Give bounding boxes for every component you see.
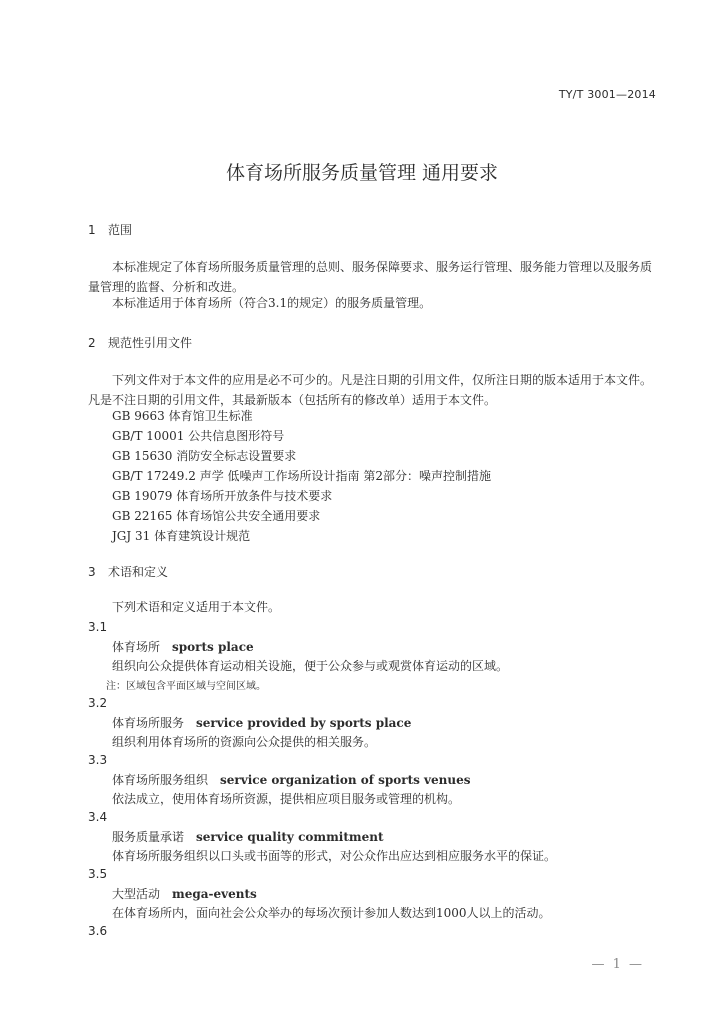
- section-title: 范围: [108, 223, 133, 237]
- term-definition: 组织利用体育场所的资源向公众提供的相关服务。: [112, 735, 377, 749]
- term-number: 3.5: [88, 867, 108, 881]
- term-number: 3.2: [88, 696, 108, 710]
- section-number: 1: [88, 223, 96, 237]
- section-number: 3: [88, 565, 96, 579]
- term-definition: 组织向公众提供体育运动相关设施，便于公众参与或观赏体育运动的区域。: [112, 659, 509, 673]
- term-chinese: 大型活动: [112, 887, 161, 901]
- reference-item: GB/T 17249.2 声学 低噪声工作场所设计指南 第2部分：噪声控制措施: [112, 469, 491, 483]
- section-1-heading: [88, 221, 132, 238]
- term-definition: 依法成立，使用体育场所资源，提供相应项目服务或管理的机构。: [112, 792, 461, 806]
- term-note: 注：区域包含平面区域与空间区域。: [106, 681, 266, 692]
- section-1-paragraph-1: 本标准规定了体育场所服务质量管理的总则、服务保障要求、服务运行管理、服务能力管理以及服务质量管理的监督、分析和改进。: [88, 260, 653, 294]
- section-2-heading: [88, 334, 192, 351]
- section-title: 规范性引用文件: [108, 336, 193, 350]
- reference-item: GB 9663 体育馆卫生标准: [112, 409, 253, 423]
- term-entry: [112, 714, 411, 731]
- reference-item: GB/T 10001 公共信息图形符号: [112, 429, 285, 443]
- reference-item: GB 15630 消防安全标志设置要求: [112, 449, 297, 463]
- section-2-paragraph-1: 下列文件对于本文件的应用是必不可少的。凡是注日期的引用文件，仅所注日期的版本适用于本文件。凡是不注日期的引用文件，其最新版本（包括所有的修改单）适用于本文件。: [88, 373, 653, 407]
- section-title: 术语和定义: [108, 565, 169, 579]
- term-chinese: 服务质量承诺: [112, 830, 185, 844]
- section-3-heading: [88, 563, 168, 580]
- term-english: service organization of sports venues: [220, 773, 471, 787]
- term-english: sports place: [172, 640, 254, 654]
- term-chinese: 体育场所: [112, 640, 161, 654]
- standard-code: TY/T 3001—2014: [558, 88, 656, 101]
- document-title: 体育场所服务质量管理 通用要求: [225, 162, 499, 184]
- term-entry: [112, 828, 384, 845]
- term-definition: 体育场所服务组织以口头或书面等的形式，对公众作出应达到相应服务水平的保证。: [112, 849, 557, 863]
- term-entry: [112, 885, 257, 902]
- section-number: 2: [88, 336, 96, 350]
- term-number: 3.1: [88, 620, 108, 634]
- term-chinese: 体育场所服务: [112, 716, 185, 730]
- term-number: 3.4: [88, 810, 108, 824]
- section-1-paragraph-2: 本标准适用于体育场所（符合3.1的规定）的服务质量管理。: [112, 296, 432, 310]
- term-english: service provided by sports place: [196, 716, 412, 730]
- reference-item: JGJ 31 体育建筑设计规范: [112, 529, 251, 543]
- term-chinese: 体育场所服务组织: [112, 773, 209, 787]
- reference-item: GB 22165 体育场馆公共安全通用要求: [112, 509, 321, 523]
- term-english: mega-events: [172, 887, 257, 901]
- reference-item: GB 19079 体育场所开放条件与技术要求: [112, 489, 333, 503]
- term-number: 3.3: [88, 753, 108, 767]
- section-3-intro: 下列术语和定义适用于本文件。: [112, 600, 281, 614]
- term-entry: [112, 638, 254, 655]
- term-entry: [112, 771, 471, 788]
- term-number: 3.6: [88, 924, 108, 938]
- term-definition: 在体育场所内，面向社会公众举办的每场次预计参加人数达到1000人以上的活动。: [112, 906, 551, 920]
- page-number: — 1 —: [591, 957, 644, 972]
- term-english: service quality commitment: [196, 830, 384, 844]
